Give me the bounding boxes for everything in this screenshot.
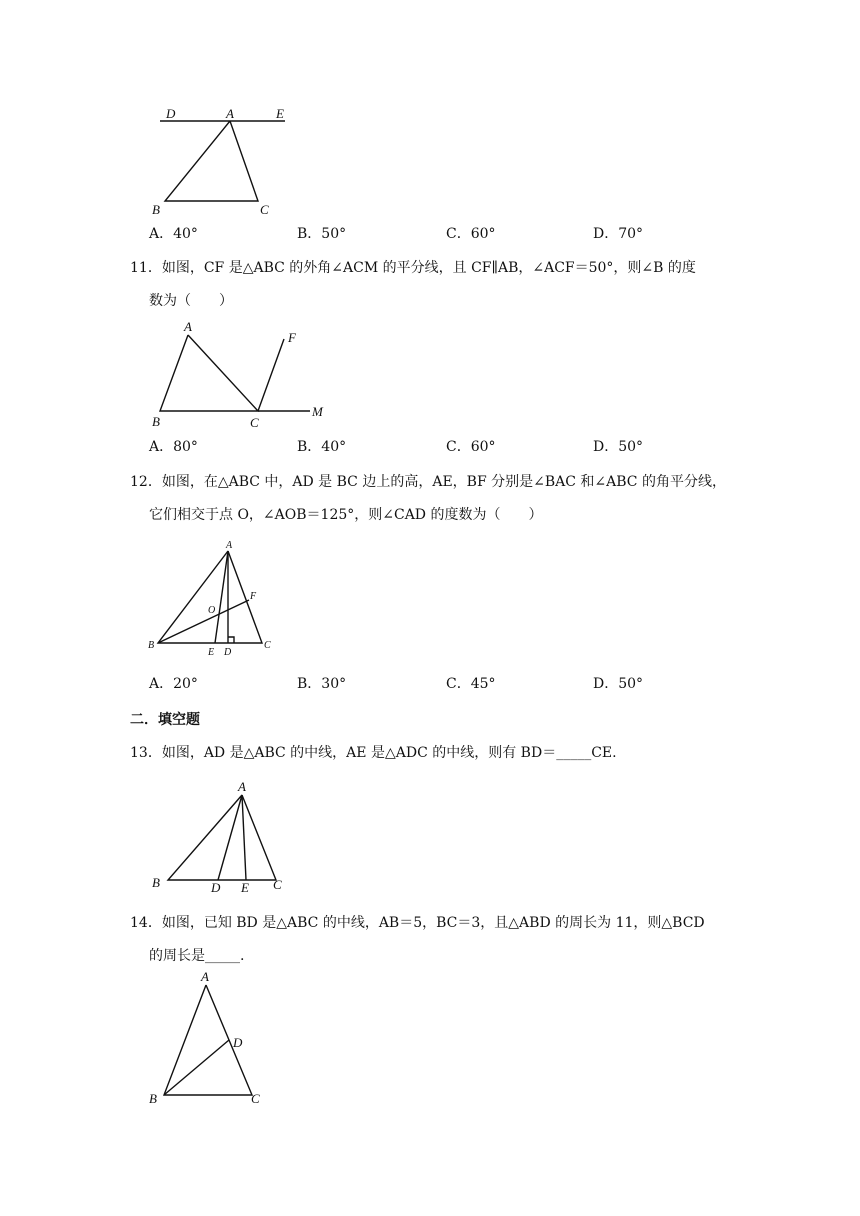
median-ae [242,795,246,880]
q12-option-d[interactable]: D．50° [593,676,644,692]
label-d: D [211,880,221,895]
label-d: D [166,106,176,121]
q12-option-b[interactable]: B．30° [297,676,347,692]
q13-stem-line1: 13．如图，AD 是△ABC 的中线，AE 是△ADC 的中线，则有 BD＝_____CE. [130,745,617,761]
label-b: B [149,1091,157,1106]
label-e: E [208,647,215,658]
label-c: C [250,415,259,430]
label-b: B [152,875,160,890]
q13-figure [140,775,310,895]
label-c: C [264,640,271,651]
right-angle-mark [228,637,234,643]
q10-option-d[interactable]: D．70° [593,226,644,242]
q14-figure [140,965,280,1115]
triangle-abc [160,335,258,411]
label-b: B [152,202,160,217]
label-f: F [288,330,296,345]
bisector-bf [158,600,249,643]
label-a: A [226,106,234,121]
q12-option-c[interactable]: C．45° [446,676,496,692]
label-a: A [238,779,246,794]
ray-cf [258,339,284,411]
label-a: A [226,540,233,551]
q11-option-d[interactable]: D．50° [593,439,644,455]
triangle-abc [158,551,262,643]
label-o: O [208,605,216,616]
label-a: A [184,319,192,334]
label-f: F [250,591,257,602]
q11-option-b[interactable]: B．40° [297,439,347,455]
q14-stem-line2: 的周长是_____. [149,948,245,964]
label-c: C [260,202,269,217]
q12-option-a[interactable]: A．20° [149,676,198,692]
triangle-abc [165,121,258,201]
section-title-fill-in: 二．填空题 [130,712,200,728]
q10-figure [140,100,310,220]
label-e: E [241,880,249,895]
label-a: A [201,969,209,984]
q11-stem-line2: 数为（ ） [149,293,233,309]
label-c: C [251,1091,260,1106]
median-bd [164,1040,229,1095]
label-b: B [148,640,155,651]
q14-stem-line1: 14．如图，已知 BD 是△ABC 的中线，AB＝5，BC＝3，且△ABD 的周长为 11，则△BCD [130,915,705,931]
label-c: C [273,877,282,892]
q12-figure [140,535,290,660]
q11-stem-line1: 11．如图，CF 是△ABC 的外角∠ACM 的平分线，且 CF∥AB，∠ACF＝50°，则∠B 的度 [130,260,696,276]
q10-option-a[interactable]: A．40° [149,226,198,242]
label-m: M [312,404,323,419]
q12-stem-line2: 它们相交于点 O，∠AOB＝125°，则∠CAD 的度数为（ ） [149,507,543,523]
label-e: E [276,106,284,121]
q11-option-c[interactable]: C．60° [446,439,496,455]
q10-option-c[interactable]: C．60° [446,226,496,242]
label-d: D [233,1035,243,1050]
q12-stem-line1: 12．如图，在△ABC 中，AD 是 BC 边上的高，AE，BF 分别是∠BAC 和∠ABC 的角平分线， [130,474,726,490]
q11-option-a[interactable]: A．80° [149,439,198,455]
label-d: D [224,647,232,658]
q10-option-b[interactable]: B．50° [297,226,347,242]
q11-figure [140,315,340,435]
label-b: B [152,414,160,429]
